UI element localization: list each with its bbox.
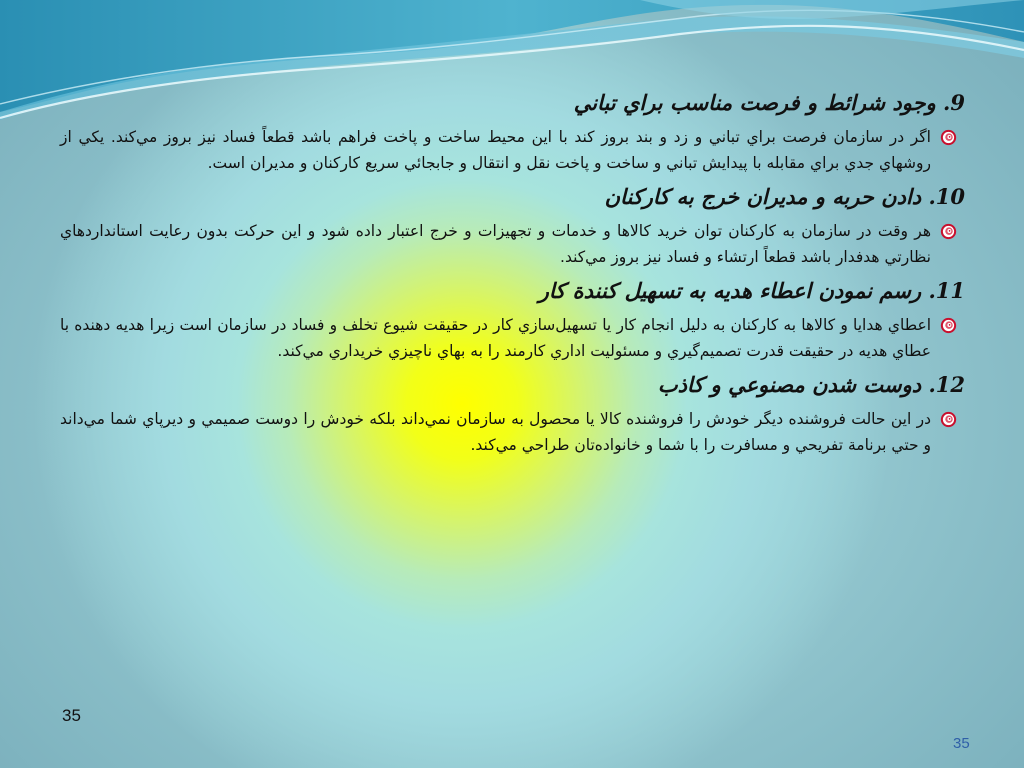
section-heading: 10. دادن حربه و مديران خرج به كاركنان xyxy=(604,184,965,209)
section-9 xyxy=(60,88,965,176)
bullet-item xyxy=(60,218,965,270)
section-10 xyxy=(60,182,965,270)
section-11 xyxy=(60,276,965,364)
section-heading: 12. دوست شدن مصنوعي و كاذب xyxy=(657,372,965,397)
spiral-bullet-icon xyxy=(940,411,957,428)
spiral-bullet-icon xyxy=(940,317,957,334)
section-12 xyxy=(60,370,965,458)
section-body: هر وقت در سازمان به كاركنان توان خريد كالاها و خدمات و تجهيزات و خرج اعتبار داده شود و اين حركت بدون رعايت استانداردهاي نظارتي هدفدار باشد قطعاً ارتشاء و فساد نيز بروز مي‌كند. xyxy=(60,222,931,266)
bullet-item xyxy=(60,312,965,364)
spiral-bullet-icon xyxy=(940,223,957,240)
section-body: در اين حالت فروشنده ديگر خودش را فروشنده كالا يا محصول به سازمان نمي‌داند بلكه خودش را دوست صميمي و ديرپاي شما مي‌داند و حتي برنامة تفريحي و مسافرت را با شما و خانواده‌تان طراحي مي‌كند. xyxy=(60,410,931,454)
section-heading: 11. رسم نمودن اعطاء هديه به تسهيل كنندة كار xyxy=(538,278,965,303)
bullet-item xyxy=(60,124,965,176)
spiral-bullet-icon xyxy=(940,129,957,146)
section-body: اگر در سازمان فرصت براي تباني و زد و بند بروز كند با اين محيط ساخت و پاخت فراهم باشد قطعاً فساد نيز بروز مي‌كند. يكي از روشهاي جدي براي مقابله با پيدايش تباني و ساخت و پاخت نقل و انتقال و جابجائي سريع كاركنان و مديران است. xyxy=(60,128,931,172)
page-number-right: 35 xyxy=(953,735,970,752)
slide-content xyxy=(60,84,965,464)
bullet-item xyxy=(60,406,965,458)
section-body: اعطاي هدايا و كالاها به كاركنان به دليل انجام كار يا تسهيل‌سازي كار در حقيقت شيوع تخلف و فساد در سازمان است زيرا هديه دهنده با عطاي هديه در حقيقت قدرت تصميم‌گيري و مسئوليت اداري كارمند را به بهاي ناچيزي خريداري مي‌كند. xyxy=(60,316,931,360)
page-number-left: 35 xyxy=(62,706,81,725)
section-heading: 9. وجود شرائط و فرصت مناسب براي تباني xyxy=(573,90,965,115)
